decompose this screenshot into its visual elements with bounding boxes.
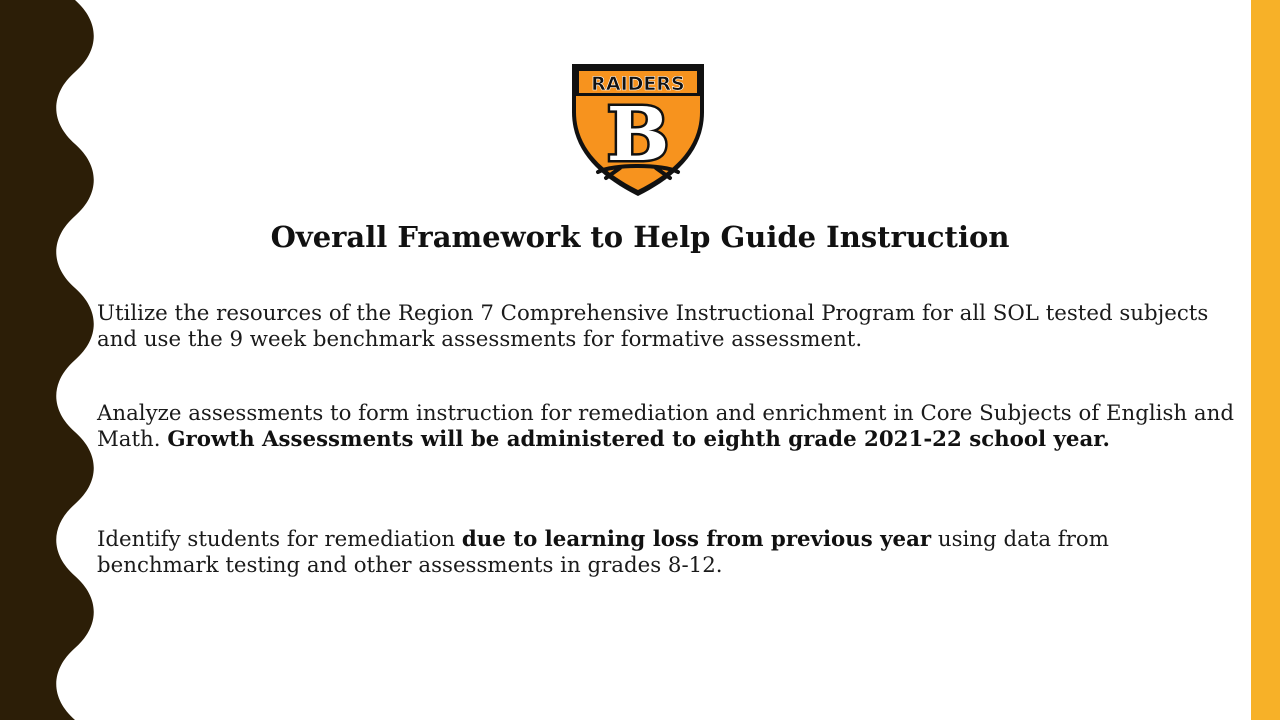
paragraph-2 [97, 401, 1237, 453]
right-accent-band [1251, 0, 1280, 720]
logo-letter: B [606, 92, 670, 178]
paragraph-2-text: Analyze assessments to form instruction for remediation and enrichment in Core Subjects of English and Math. [97, 401, 1234, 452]
paragraph-1 [97, 301, 1237, 353]
raiders-shield-logo-icon [568, 60, 708, 200]
slide-title: Overall Framework to Help Guide Instruction [270, 220, 1010, 254]
wavy-band-shape [0, 0, 94, 720]
paragraph-1-text: Utilize the resources of the Region 7 Comprehensive Instructional Program for all SOL tested subjects and use the 9 week benchmark assessments for formative assessment. [97, 301, 1209, 352]
paragraph-2-bold-text: Growth Assessments will be administered to eighth grade 2021-22 school year. [167, 427, 1110, 452]
left-wavy-band [0, 0, 100, 720]
paragraph-3-bold-text: due to learning loss from previous year [461, 527, 932, 552]
logo-word: RAIDERS [591, 73, 685, 95]
paragraph-3 [97, 527, 1237, 579]
paragraph-3-text-start: Identify students for remediation [97, 527, 462, 552]
paragraph-3-text-end: using data from benchmark testing and other assessments in grades 8-12. [97, 527, 1109, 578]
